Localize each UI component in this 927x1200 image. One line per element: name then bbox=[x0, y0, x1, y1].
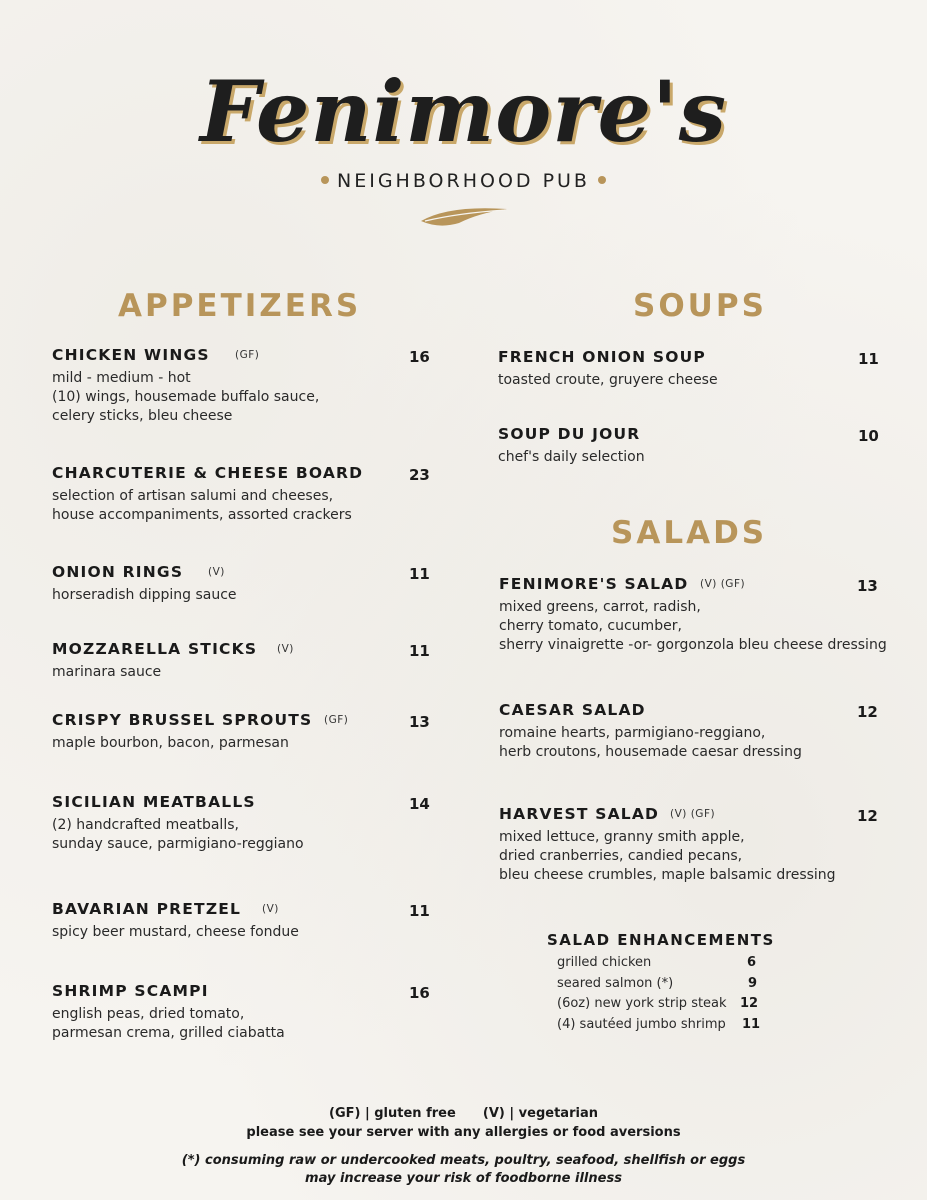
menu-item-description: chef's daily selection bbox=[498, 449, 645, 465]
menu-item bbox=[52, 793, 430, 854]
enhancement-name: grilled chicken bbox=[557, 955, 652, 970]
enhancement-name: (6oz) new york strip steak bbox=[557, 996, 727, 1011]
menu-item-price: 11 bbox=[409, 902, 430, 920]
menu-item-description: parmesan crema, grilled ciabatta bbox=[52, 1025, 285, 1041]
feather-icon bbox=[419, 203, 509, 231]
dietary-tag: (V) (GF) bbox=[670, 808, 716, 820]
menu-item bbox=[498, 348, 879, 390]
menu-item-name: BAVARIAN PRETZEL bbox=[52, 900, 242, 918]
dietary-tag: (V) bbox=[208, 566, 225, 578]
menu-item bbox=[499, 805, 878, 885]
menu-item bbox=[52, 900, 430, 942]
menu-item bbox=[52, 563, 430, 605]
menu-item-name: HARVEST SALAD bbox=[499, 805, 660, 823]
enhancement-price: 12 bbox=[740, 996, 759, 1011]
menu-item-price: 12 bbox=[857, 703, 878, 721]
dietary-tag: (V) bbox=[262, 903, 279, 915]
menu-item-description: english peas, dried tomato, bbox=[52, 1006, 245, 1022]
consumption-warning-line-2: may increase your risk of foodborne illness bbox=[305, 1171, 622, 1186]
menu-item-price: 13 bbox=[409, 713, 430, 731]
menu-item-description: (10) wings, housemade buffalo sauce, bbox=[52, 389, 320, 405]
menu-item-price: 14 bbox=[409, 795, 430, 813]
tagline bbox=[0, 170, 927, 192]
consumption-warning-line-1: (*) consuming raw or undercooked meats, poultry, seafood, shellfish or eggs bbox=[181, 1153, 746, 1168]
menu-item-name: MOZZARELLA STICKS bbox=[52, 640, 258, 658]
menu-item-description: cherry tomato, cucumber, bbox=[499, 618, 682, 634]
menu-item-description: toasted croute, gruyere cheese bbox=[498, 372, 718, 388]
bullet-dot-icon bbox=[598, 176, 606, 184]
menu-item-price: 16 bbox=[409, 984, 430, 1002]
menu-item-name: CHICKEN WINGS bbox=[52, 346, 210, 364]
menu-item-name: FRENCH ONION SOUP bbox=[498, 348, 706, 366]
allergy-note: please see your server with any allergies or food aversions bbox=[246, 1125, 681, 1140]
bullet-dot-icon bbox=[321, 176, 329, 184]
dietary-tag: (V) (GF) bbox=[700, 578, 746, 590]
menu-item bbox=[498, 425, 879, 467]
menu-item-description: spicy beer mustard, cheese fondue bbox=[52, 924, 299, 940]
enhancement-name: (4) sautéed jumbo shrimp bbox=[557, 1017, 726, 1032]
menu-item-description: sunday sauce, parmigiano-reggiano bbox=[52, 836, 304, 852]
menu-item-price: 12 bbox=[857, 807, 878, 825]
dietary-legend: (GF) | gluten free (V) | vegetarian bbox=[329, 1106, 598, 1121]
menu-item bbox=[52, 711, 430, 753]
menu-item-name: CHARCUTERIE & CHEESE BOARD bbox=[52, 464, 364, 482]
menu-item-price: 13 bbox=[857, 577, 878, 595]
menu-item-price: 11 bbox=[409, 565, 430, 583]
menu-item-description: (2) handcrafted meatballs, bbox=[52, 817, 239, 833]
menu-item-price: 23 bbox=[409, 466, 430, 484]
menu-item-name: SICILIAN MEATBALLS bbox=[52, 793, 256, 811]
menu-item-name: SOUP DU JOUR bbox=[498, 425, 641, 443]
menu-item-description: mixed greens, carrot, radish, bbox=[499, 599, 701, 615]
tagline-text: NEIGHBORHOOD PUB bbox=[337, 170, 590, 192]
menu-item-description: mild - medium - hot bbox=[52, 370, 191, 386]
menu-item-price: 11 bbox=[858, 350, 879, 368]
menu-item-description: dried cranberries, candied pecans, bbox=[499, 848, 743, 864]
menu-item-description: sherry vinaigrette -or- gorgonzola bleu cheese dressing bbox=[499, 637, 887, 653]
menu-item-price: 16 bbox=[409, 348, 430, 366]
menu-item bbox=[52, 640, 430, 682]
enhancement-price: 11 bbox=[742, 1017, 761, 1032]
menu-item-price: 11 bbox=[409, 642, 430, 660]
menu-item bbox=[499, 701, 878, 762]
enhancement-price: 9 bbox=[748, 976, 758, 991]
menu-item-name: FENIMORE'S SALAD bbox=[499, 575, 689, 593]
menu-item-description: celery sticks, bleu cheese bbox=[52, 408, 233, 424]
enhancement-name: seared salmon (*) bbox=[557, 976, 674, 991]
menu-item-description: selection of artisan salumi and cheeses, bbox=[52, 488, 334, 504]
dietary-tag: (GF) bbox=[324, 714, 349, 726]
menu-item-description: maple bourbon, bacon, parmesan bbox=[52, 735, 289, 751]
menu-item-name: CRISPY BRUSSEL SPROUTS bbox=[52, 711, 313, 729]
menu-item-price: 10 bbox=[858, 427, 879, 445]
menu-item-description: house accompaniments, assorted crackers bbox=[52, 507, 352, 523]
menu-item bbox=[499, 575, 887, 655]
menu-item bbox=[52, 982, 430, 1043]
menu-item-description: herb croutons, housemade caesar dressing bbox=[499, 744, 802, 760]
enhancement-price: 6 bbox=[747, 955, 757, 970]
section-title-appetizers: APPETIZERS bbox=[118, 288, 362, 324]
dietary-tag: (GF) bbox=[235, 349, 260, 361]
menu-item-name: ONION RINGS bbox=[52, 563, 184, 581]
menu-item-description: horseradish dipping sauce bbox=[52, 587, 237, 603]
menu-item-description: mixed lettuce, granny smith apple, bbox=[499, 829, 745, 845]
menu-item-description: bleu cheese crumbles, maple balsamic dressing bbox=[499, 867, 836, 883]
menu-item-name: CAESAR SALAD bbox=[499, 701, 646, 719]
section-title-salads: SALADS bbox=[611, 515, 768, 551]
menu-item bbox=[52, 464, 430, 525]
menu-item-name: SHRIMP SCAMPI bbox=[52, 982, 209, 1000]
menu-item-description: romaine hearts, parmigiano-reggiano, bbox=[499, 725, 766, 741]
logo-wordmark: Fenimore's bbox=[199, 62, 728, 161]
menu-item bbox=[52, 346, 430, 426]
menu-item-description: marinara sauce bbox=[52, 664, 162, 680]
salad-enhancements-title: SALAD ENHANCEMENTS bbox=[547, 931, 775, 949]
dietary-tag: (V) bbox=[277, 643, 294, 655]
section-title-soups: SOUPS bbox=[633, 288, 767, 324]
